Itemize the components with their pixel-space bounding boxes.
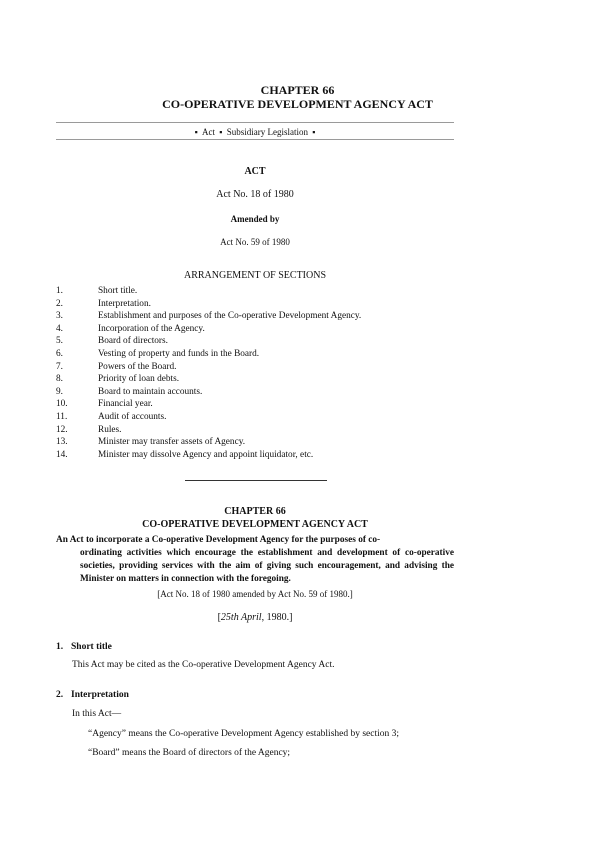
section-number: 10. xyxy=(56,399,68,410)
arrangement-item[interactable] xyxy=(56,335,361,348)
arrangement-item[interactable] xyxy=(56,285,361,298)
commencement-date: [25th April, 1980.] xyxy=(217,612,293,623)
section-number: 5. xyxy=(56,336,63,347)
section-title: Establishment and purposes of the Co-operative Development Agency. xyxy=(98,311,362,322)
divider-bottom xyxy=(56,139,454,140)
long-title xyxy=(56,534,454,586)
commencement-date-italic: 25th April xyxy=(220,612,262,623)
amending-act: Act No. 59 of 1980 xyxy=(220,237,290,247)
section-title: Vesting of property and funds in the Board. xyxy=(98,348,260,359)
section-title: Priority of loan debts. xyxy=(98,374,180,385)
section-number: 6. xyxy=(56,348,63,359)
section-title: Minister may transfer assets of Agency. xyxy=(98,437,246,448)
section-2-heading: 2. Interpretation xyxy=(56,690,129,700)
section-title: Incorporation of the Agency. xyxy=(98,323,205,334)
section-number: 7. xyxy=(56,361,63,372)
section-number: 3. xyxy=(56,311,63,322)
section-number: 1. xyxy=(56,286,63,296)
section-2-intro: In this Act— xyxy=(72,709,122,719)
section-title: Audit of accounts. xyxy=(98,411,167,422)
arrangement-item[interactable] xyxy=(56,436,361,449)
section-title: Board to maintain accounts. xyxy=(98,386,203,397)
section-number: 12. xyxy=(56,424,68,435)
section-title: Minister may dissolve Agency and appoint liquidator, etc. xyxy=(98,449,314,460)
section-divider xyxy=(185,480,327,481)
legislation-nav xyxy=(56,127,454,137)
act-title: CO-OPERATIVE DEVELOPMENT AGENCY ACT xyxy=(162,97,433,111)
long-title-first-line: An Act to incorporate a Co-operative Development Agency for the purposes of co- xyxy=(56,535,381,545)
arrangement-item[interactable] xyxy=(56,373,361,386)
definition-agency: “Agency” means the Co-operative Development Agency established by section 3; xyxy=(88,729,400,739)
arrangement-heading: ARRANGEMENT OF SECTIONS xyxy=(183,270,327,281)
arrangement-item[interactable] xyxy=(56,298,361,311)
arrangement-list xyxy=(56,285,361,461)
act-number: Act No. 18 of 1980 xyxy=(216,189,294,200)
chapter-heading: CHAPTER 66 xyxy=(260,83,335,97)
section-number: 13. xyxy=(56,437,68,448)
long-title-rest: ordinating activities which encourage the establishment and development of co-operative societies, providing services with the aim of giving such encouragement, and advising the Minister on matters in connection with the foregoing. xyxy=(80,548,454,584)
section-title: Rules. xyxy=(98,424,122,435)
section-1-text: This Act may be cited as the Co-operative Development Agency Act. xyxy=(72,660,335,670)
divider-top xyxy=(56,122,454,123)
arrangement-item[interactable] xyxy=(56,310,361,323)
section-title: Financial year. xyxy=(98,399,153,410)
section-number: 8. xyxy=(56,374,63,385)
section-number: 9. xyxy=(56,386,63,397)
arrangement-item[interactable] xyxy=(56,411,361,424)
nav-bullet: ▪ xyxy=(219,127,223,137)
section-number: 2. xyxy=(56,298,63,309)
section-number: 11. xyxy=(56,411,68,422)
arrangement-item[interactable] xyxy=(56,424,361,437)
arrangement-item[interactable] xyxy=(56,323,361,336)
body-act-title: CO-OPERATIVE DEVELOPMENT AGENCY ACT xyxy=(142,519,368,530)
arrangement-item[interactable] xyxy=(56,398,361,411)
section-title: Interpretation. xyxy=(98,298,151,309)
nav-link-act[interactable]: Act xyxy=(202,127,216,137)
nav-link-subsidiary-legislation[interactable]: Subsidiary Legislation xyxy=(226,127,308,137)
act-heading: ACT xyxy=(244,166,266,177)
arrangement-item[interactable] xyxy=(56,386,361,399)
section-1-heading: 1. Short title xyxy=(56,642,112,652)
amendment-note: [Act No. 18 of 1980 amended by Act No. 59 of 1980.] xyxy=(157,589,353,599)
nav-bullet: ▪ xyxy=(312,127,316,137)
section-title: Board of directors. xyxy=(98,336,168,347)
section-number: 14. xyxy=(56,449,68,460)
body-chapter-heading: CHAPTER 66 xyxy=(224,506,286,517)
section-title: Short title. xyxy=(98,286,138,296)
amended-by-label: Amended by xyxy=(230,214,280,224)
definition-board: “Board” means the Board of directors of the Agency; xyxy=(88,748,291,758)
arrangement-item[interactable] xyxy=(56,449,361,462)
section-title: Powers of the Board. xyxy=(98,361,177,372)
arrangement-item[interactable] xyxy=(56,348,361,361)
nav-bullet: ▪ xyxy=(194,127,198,137)
arrangement-item[interactable] xyxy=(56,361,361,374)
section-number: 4. xyxy=(56,323,63,334)
